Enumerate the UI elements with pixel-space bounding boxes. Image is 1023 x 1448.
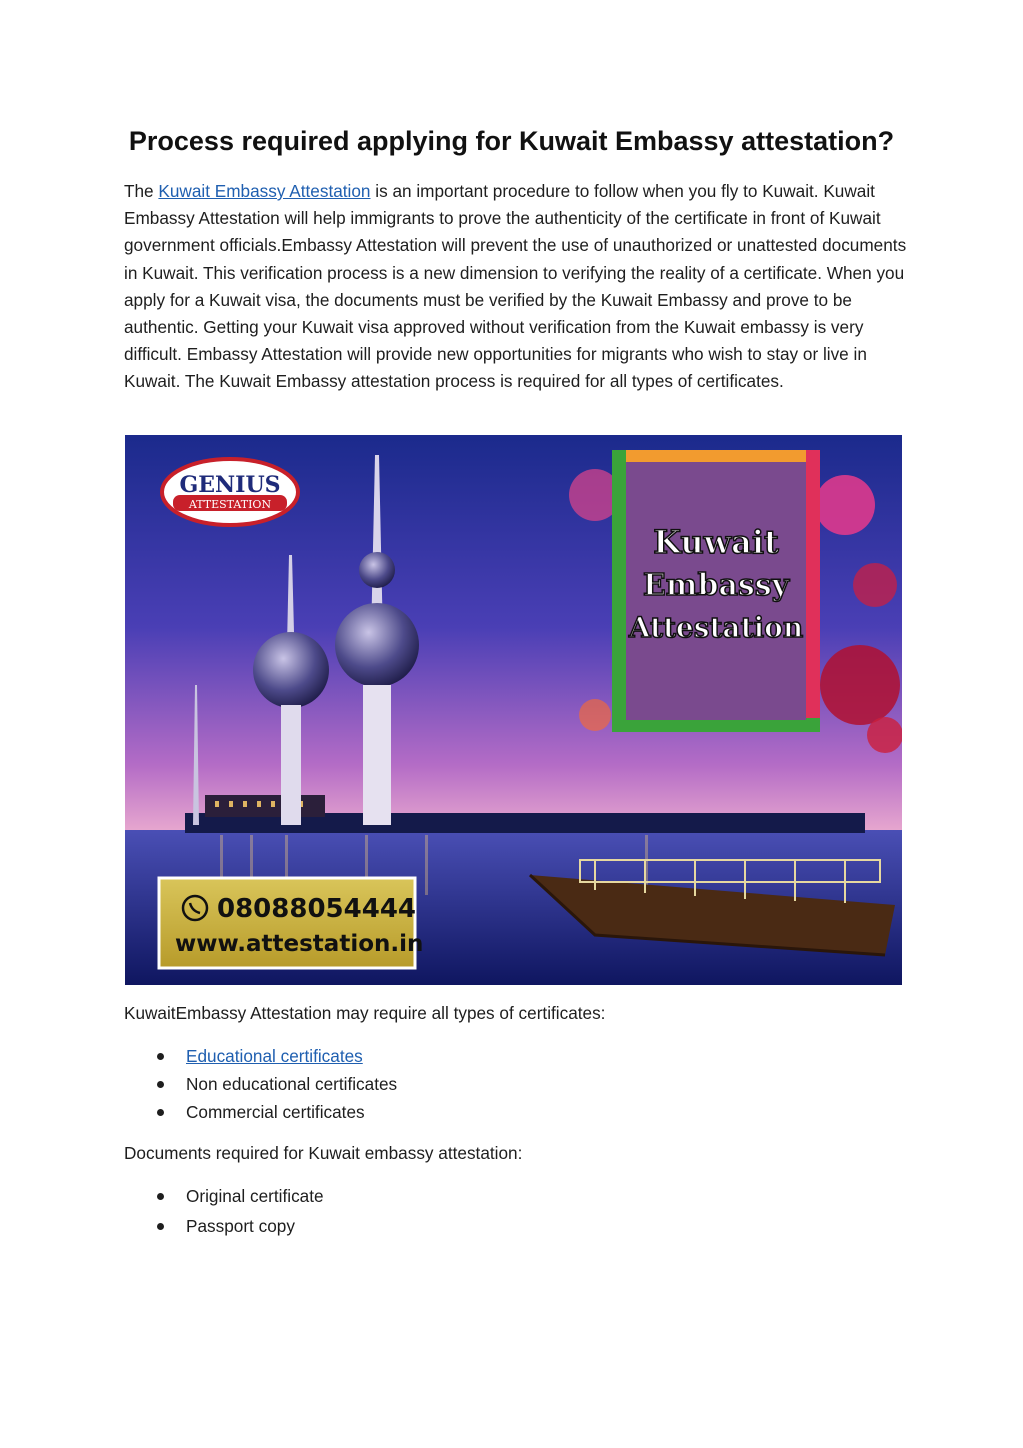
section1-heading: KuwaitEmbassy Attestation may require all types of certificates:	[124, 1003, 606, 1023]
educational-certificates-link[interactable]: Educational certificates	[186, 1046, 363, 1066]
contact-box	[159, 878, 423, 968]
list-item-label: Commercial certificates	[186, 1102, 365, 1122]
certificate-types-list	[124, 1042, 397, 1126]
section2-heading: Documents required for Kuwait embassy attestation:	[124, 1143, 523, 1163]
list-item-label: Original certificate	[186, 1186, 324, 1206]
bullet-icon	[157, 1223, 164, 1230]
kuwait-embassy-attestation-link[interactable]: Kuwait Embassy Attestation	[158, 181, 371, 201]
list-item[interactable]	[124, 1042, 397, 1070]
genius-attestation-logo	[162, 459, 298, 525]
list-item	[124, 1182, 324, 1212]
banner-heading	[628, 523, 803, 644]
contact-phone: 08088054444	[217, 894, 416, 924]
banner-heading-line1: Kuwait	[653, 523, 779, 561]
contact-website: www.attestation.in	[175, 931, 424, 957]
kuwait-embassy-banner-image	[125, 435, 902, 985]
list-item-label: Passport copy	[186, 1216, 295, 1236]
banner-heading-line2: Embassy	[642, 568, 790, 603]
list-item	[124, 1098, 397, 1126]
intro-body: is an important procedure to follow when you fly to Kuwait. Kuwait Embassy Attestation will help immigrants to prove the authenticity of the certificate in front of Kuwait government officials.Embassy Attestation will prevent the use of unauthorized or unattested documents in Kuwait. This verification process is a new dimension to verifying the reality of a certificate. When you apply for a Kuwait visa, the documents must be verified by the Kuwait Embassy and prove to be authentic. Getting your Kuwait visa approved without verification from the Kuwait embassy is very difficult. Embassy Attestation will provide new opportunities for migrants who wish to stay or live in Kuwait. The Kuwait Embassy attestation process is required for all types of certificates.	[124, 181, 907, 392]
logo-bottom-text: ATTESTATION	[188, 498, 272, 511]
bullet-icon	[157, 1193, 164, 1200]
banner-heading-line3: Attestation	[628, 611, 804, 644]
intro-prefix: The	[124, 181, 159, 201]
list-item	[124, 1212, 324, 1242]
bullet-icon	[157, 1081, 164, 1088]
list-item-label: Non educational certificates	[186, 1074, 398, 1094]
list-item	[124, 1070, 397, 1098]
intro-paragraph	[124, 178, 914, 396]
bullet-icon	[157, 1053, 164, 1060]
required-documents-list	[124, 1182, 324, 1242]
page-title: Process required applying for Kuwait Embassy attestation?	[128, 126, 895, 156]
bullet-icon	[157, 1109, 164, 1116]
logo-top-text: GENIUS	[179, 472, 281, 498]
